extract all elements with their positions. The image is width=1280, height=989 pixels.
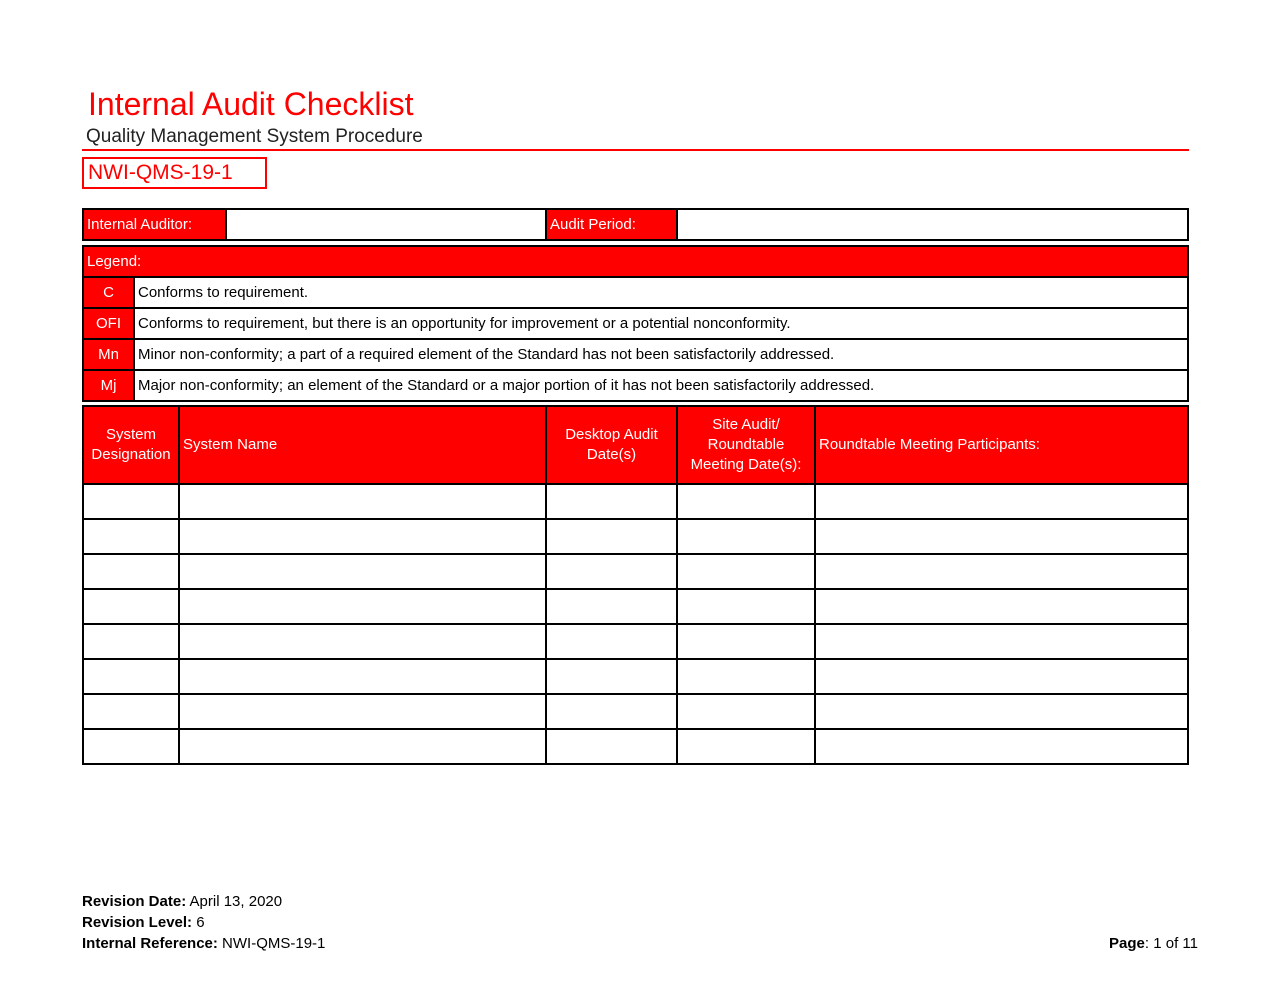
system-designation-cell[interactable] <box>83 729 179 764</box>
table-row <box>83 554 1188 589</box>
revision-date-label: Revision Date: <box>82 893 187 910</box>
col-participants: Roundtable Meeting Participants: <box>815 406 1188 484</box>
col-desktop-audit-dates: Desktop Audit Date(s) <box>546 406 677 484</box>
col-site-audit-dates: Site Audit/ Roundtable Meeting Date(s): <box>677 406 815 484</box>
col-system-designation: System Designation <box>83 406 179 484</box>
table-row <box>83 694 1188 729</box>
desktop-audit-date-cell[interactable] <box>546 729 677 764</box>
desktop-audit-date-cell[interactable] <box>546 694 677 729</box>
system-name-cell[interactable] <box>179 554 546 589</box>
system-designation-cell[interactable] <box>83 554 179 589</box>
system-designation-cell[interactable] <box>83 484 179 519</box>
col-system-name: System Name <box>179 406 546 484</box>
legend-code: Mj <box>83 370 134 401</box>
participants-cell[interactable] <box>815 554 1188 589</box>
system-name-cell[interactable] <box>179 694 546 729</box>
participants-cell[interactable] <box>815 484 1188 519</box>
revision-date <box>82 893 282 910</box>
audit-period-field[interactable] <box>677 209 1188 240</box>
legend-code: Mn <box>83 339 134 370</box>
legend-title: Legend: <box>83 246 1188 277</box>
system-name-cell[interactable] <box>179 589 546 624</box>
table-row <box>83 589 1188 624</box>
participants-cell[interactable] <box>815 519 1188 554</box>
legend-code: C <box>83 277 134 308</box>
table-row <box>83 519 1188 554</box>
legend-text: Conforms to requirement, but there is an opportunity for improvement or a potential nonconformity. <box>134 308 1188 339</box>
site-audit-date-cell[interactable] <box>677 589 815 624</box>
system-designation-cell[interactable] <box>83 659 179 694</box>
legend-text: Minor non-conformity; a part of a required element of the Standard has not been satisfactorily addressed. <box>134 339 1188 370</box>
audit-info-table <box>82 208 1189 241</box>
site-audit-date-cell[interactable] <box>677 484 815 519</box>
site-audit-date-cell[interactable] <box>677 729 815 764</box>
system-designation-cell[interactable] <box>83 519 179 554</box>
internal-reference <box>82 935 325 952</box>
legend-table <box>82 245 1189 402</box>
table-row <box>83 484 1188 519</box>
desktop-audit-date-cell[interactable] <box>546 554 677 589</box>
system-designation-cell[interactable] <box>83 589 179 624</box>
desktop-audit-date-cell[interactable] <box>546 519 677 554</box>
table-row <box>83 729 1188 764</box>
site-audit-date-cell[interactable] <box>677 554 815 589</box>
document-id: NWI-QMS-19-1 <box>82 157 267 189</box>
internal-reference-label: Internal Reference: <box>82 935 218 952</box>
site-audit-date-cell[interactable] <box>677 519 815 554</box>
legend-text: Major non-conformity; an element of the Standard or a major portion of it has not been satisfactorily addressed. <box>134 370 1188 401</box>
page-subtitle: Quality Management System Procedure <box>86 126 423 147</box>
internal-auditor-field[interactable] <box>226 209 546 240</box>
system-designation-cell[interactable] <box>83 624 179 659</box>
participants-cell[interactable] <box>815 729 1188 764</box>
system-name-cell[interactable] <box>179 519 546 554</box>
page-value: : 1 of 11 <box>1144 935 1198 952</box>
table-row <box>83 624 1188 659</box>
system-name-cell[interactable] <box>179 729 546 764</box>
revision-level <box>82 914 205 931</box>
page-number <box>1109 935 1198 952</box>
internal-reference-value: NWI-QMS-19-1 <box>217 935 326 952</box>
desktop-audit-date-cell[interactable] <box>546 589 677 624</box>
desktop-audit-date-cell[interactable] <box>546 484 677 519</box>
participants-cell[interactable] <box>815 659 1188 694</box>
header-divider <box>82 149 1189 151</box>
system-designation-cell[interactable] <box>83 694 179 729</box>
site-audit-date-cell[interactable] <box>677 694 815 729</box>
system-name-cell[interactable] <box>179 659 546 694</box>
revision-level-label: Revision Level: <box>82 914 193 931</box>
audit-period-label: Audit Period: <box>546 209 677 240</box>
legend-code: OFI <box>83 308 134 339</box>
desktop-audit-date-cell[interactable] <box>546 624 677 659</box>
desktop-audit-date-cell[interactable] <box>546 659 677 694</box>
internal-auditor-label: Internal Auditor: <box>83 209 226 240</box>
page-label: Page <box>1109 935 1145 952</box>
site-audit-date-cell[interactable] <box>677 659 815 694</box>
participants-cell[interactable] <box>815 694 1188 729</box>
systems-table <box>82 405 1189 765</box>
legend-text: Conforms to requirement. <box>134 277 1188 308</box>
system-name-cell[interactable] <box>179 624 546 659</box>
page-title: Internal Audit Checklist <box>88 86 414 122</box>
site-audit-date-cell[interactable] <box>677 624 815 659</box>
table-row <box>83 659 1188 694</box>
revision-level-value: 6 <box>192 914 205 931</box>
participants-cell[interactable] <box>815 589 1188 624</box>
system-name-cell[interactable] <box>179 484 546 519</box>
participants-cell[interactable] <box>815 624 1188 659</box>
revision-date-value: April 13, 2020 <box>186 893 283 910</box>
